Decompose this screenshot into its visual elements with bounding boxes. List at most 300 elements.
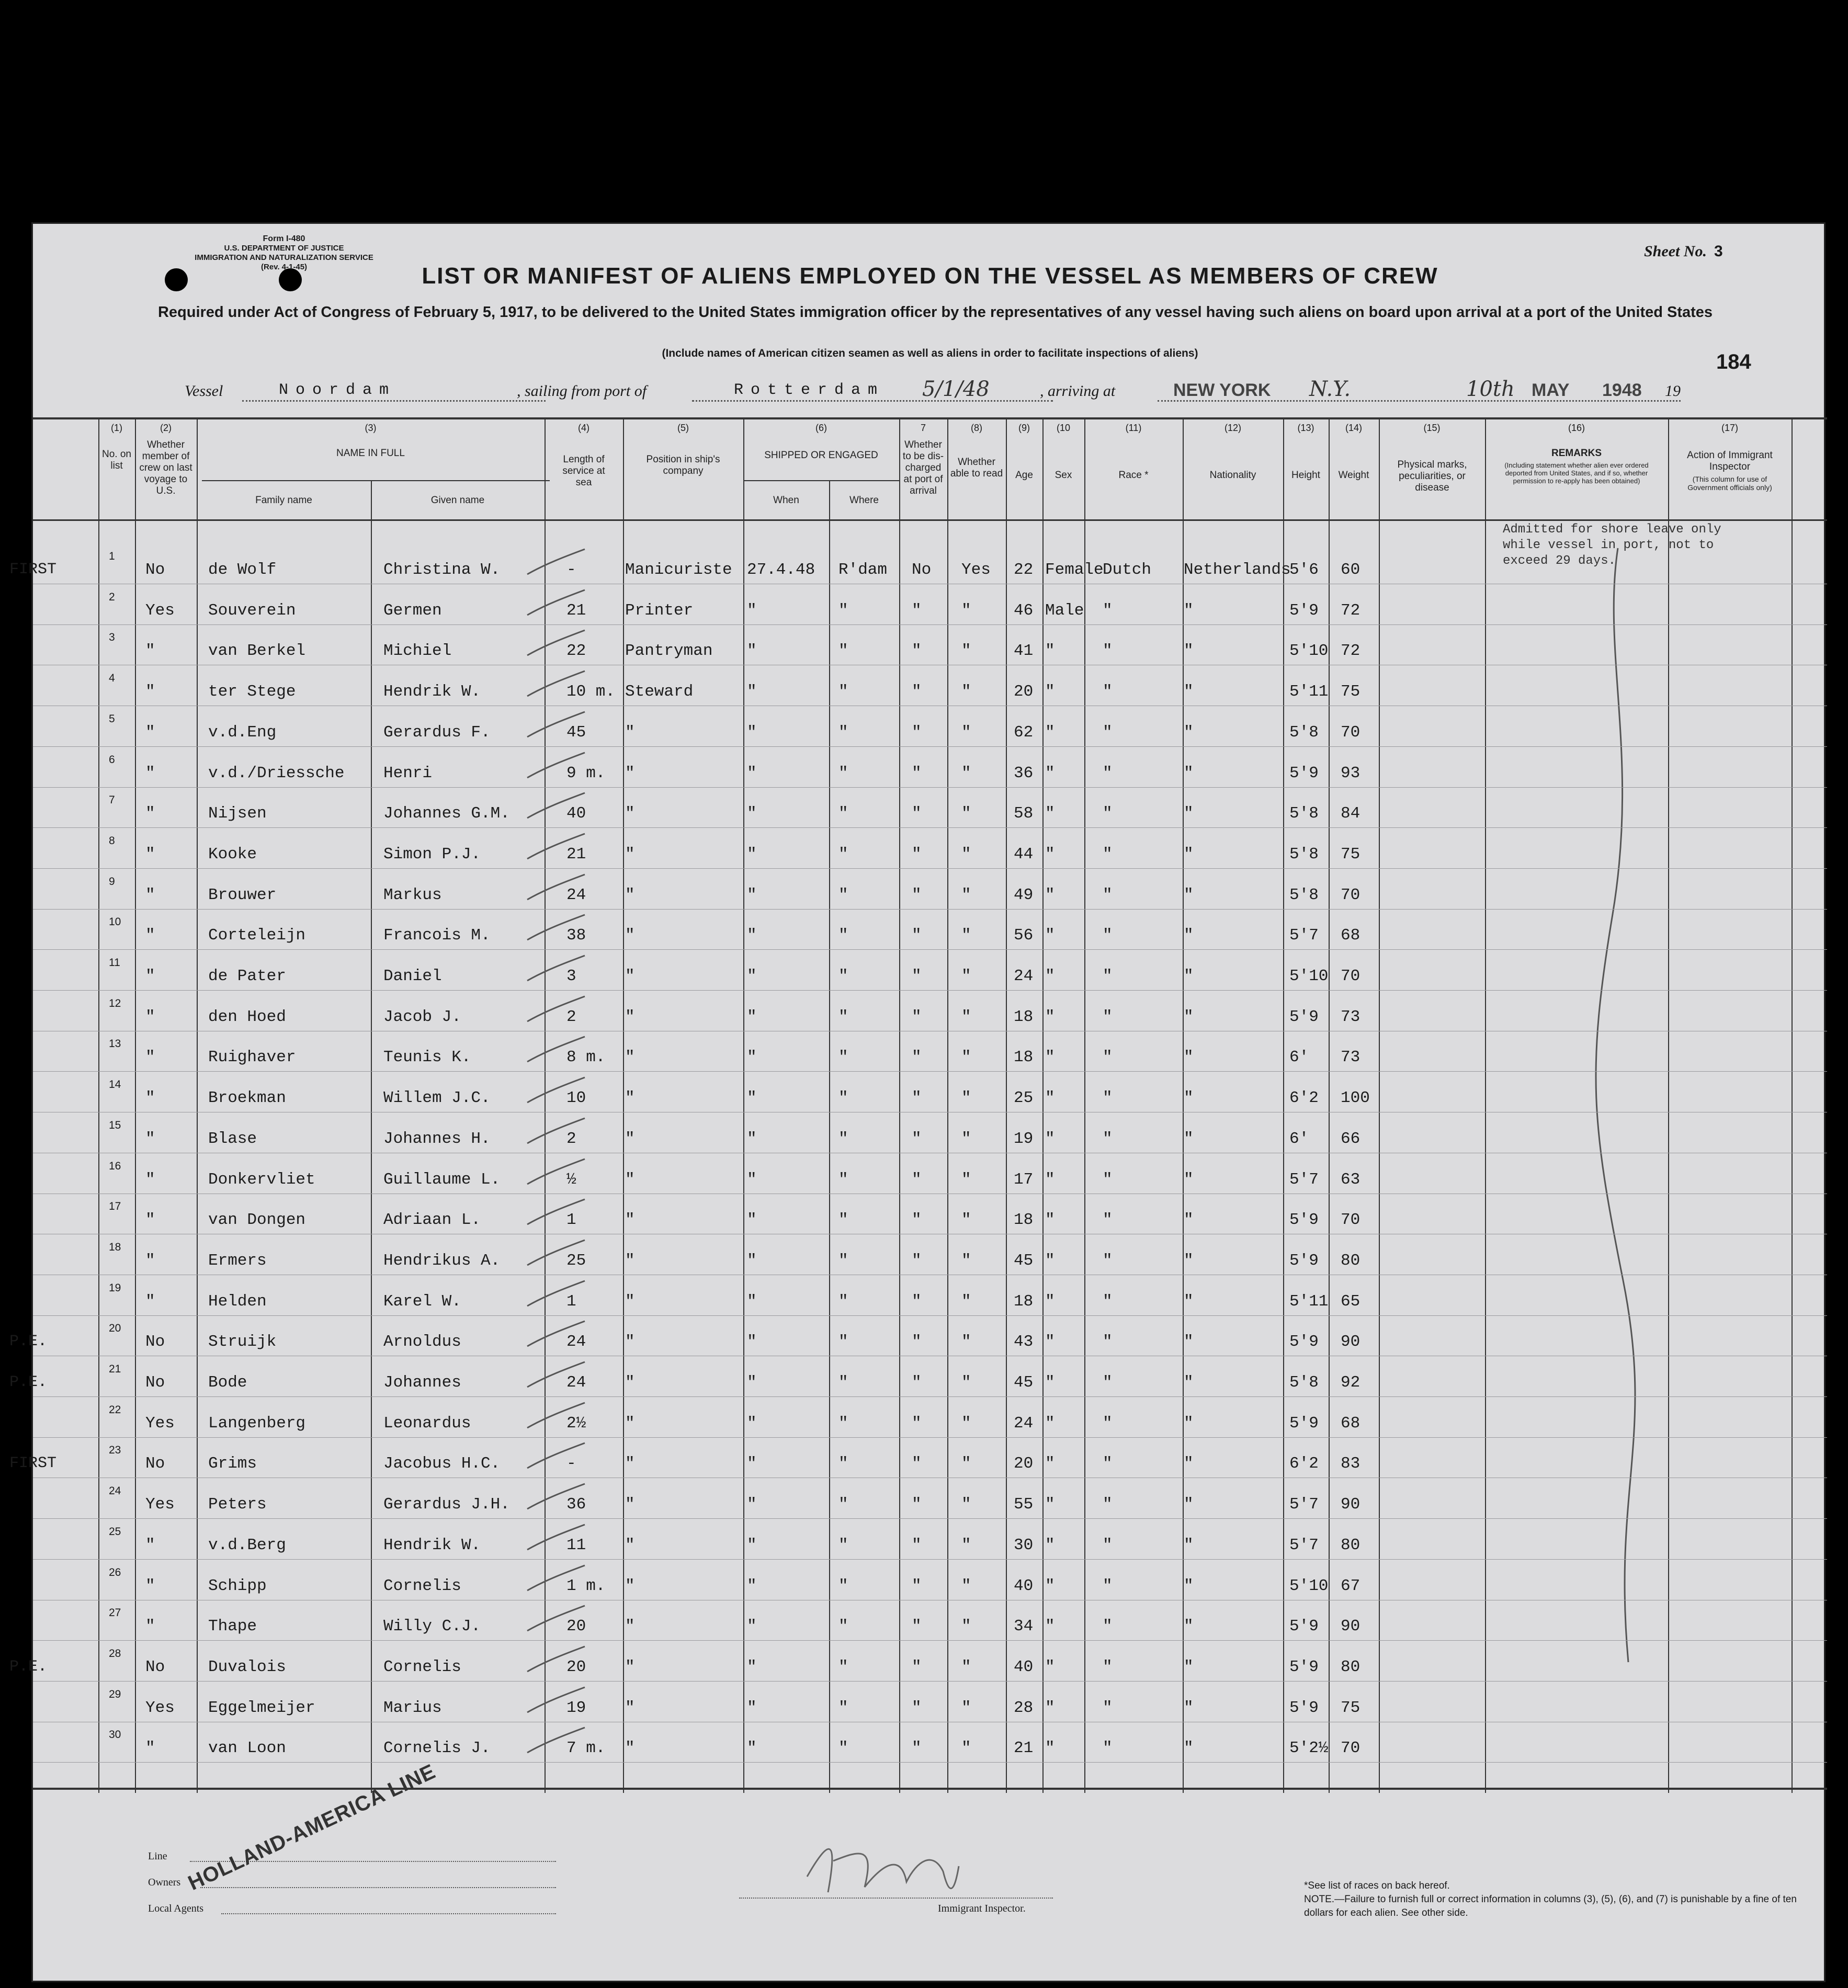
discharged-cell: " (912, 1576, 922, 1595)
col8-num: (8) (971, 423, 982, 433)
row-number: 28 (109, 1647, 121, 1660)
family-name-cell: v.d.Berg (208, 1536, 286, 1554)
sex-cell: " (1045, 642, 1055, 661)
weight-cell: 80 (1341, 1657, 1361, 1676)
handwritten-date: 5/1/48 (922, 377, 990, 401)
discharged-cell: " (912, 723, 922, 742)
height-cell: 5'9 (1289, 1007, 1319, 1026)
family-name-cell: v.d.Eng (208, 723, 277, 742)
note-label: NOTE. (1304, 1894, 1335, 1905)
weight-cell: 90 (1341, 1617, 1361, 1636)
height-cell: 6'2 (1289, 1089, 1319, 1108)
shipped-when-cell: " (747, 1373, 757, 1392)
weight-cell: 80 (1341, 1536, 1361, 1554)
service-cell: 38 (566, 926, 586, 945)
family-name-cell: Helden (208, 1292, 267, 1311)
nationality-cell: " (1184, 885, 1194, 904)
discharged-cell: " (912, 683, 922, 701)
prev-voyage-cell: " (145, 723, 155, 742)
row-number: 24 (109, 1485, 121, 1497)
race-cell: " (1103, 723, 1113, 742)
check-stroke (525, 1564, 587, 1596)
prev-voyage-cell: " (145, 845, 155, 864)
check-stroke (525, 1524, 587, 1555)
prev-voyage-cell: No (145, 561, 165, 579)
shipped-where-cell: " (838, 601, 848, 620)
nationality-cell: " (1184, 1007, 1194, 1026)
prev-voyage-cell: " (145, 1048, 155, 1067)
year-prefix: 19 (1665, 382, 1681, 400)
col-given-header: Given name (430, 495, 485, 506)
age-cell: 24 (1014, 967, 1034, 985)
read-cell: " (961, 804, 971, 823)
read-cell: " (961, 1455, 971, 1473)
row-number: 17 (109, 1200, 121, 1213)
shipped-when-cell: " (747, 1048, 757, 1067)
margin-mark: P.E. (9, 1657, 48, 1676)
sex-cell: " (1045, 1089, 1055, 1108)
prev-voyage-cell: No (145, 1333, 165, 1351)
height-cell: 5'8 (1289, 804, 1319, 823)
sex-cell: " (1045, 804, 1055, 823)
prev-voyage-cell: Yes (145, 1414, 175, 1433)
family-name-cell: van Loon (208, 1739, 286, 1758)
race-cell: " (1103, 1373, 1113, 1392)
prev-voyage-cell: " (145, 885, 155, 904)
given-name-cell: Hendrikus A. (383, 1251, 501, 1270)
height-cell: 5'7 (1289, 1536, 1319, 1554)
col17-num: (17) (1721, 423, 1738, 433)
col12-num: (12) (1224, 423, 1241, 433)
age-cell: 40 (1014, 1576, 1034, 1595)
race-cell: " (1103, 804, 1113, 823)
service-cell: 21 (566, 845, 586, 864)
nationality-cell: " (1184, 1495, 1194, 1514)
discharged-cell: " (912, 1048, 922, 1067)
given-name-cell: Johannes G.M. (383, 804, 510, 823)
weight-cell: 70 (1341, 885, 1361, 904)
given-name-cell: Hendrik W. (383, 1536, 481, 1554)
check-stroke (525, 873, 587, 905)
weight-cell: 70 (1341, 1211, 1361, 1230)
given-name-cell: Cornelis (383, 1576, 461, 1595)
service-cell: 25 (566, 1251, 586, 1270)
sex-cell: Female (1045, 561, 1104, 579)
required-statement: Required under Act of Congress of February 5, 1917, to be delivered to the United States immigration officer by the representatives of any vessel having such aliens on board upon arrival at a port of the United States (157, 304, 1713, 321)
race-cell: " (1103, 1129, 1113, 1148)
row-number: 18 (109, 1241, 121, 1253)
prev-voyage-cell: " (145, 1170, 155, 1189)
prev-voyage-cell: " (145, 1129, 155, 1148)
weight-cell: 70 (1341, 1739, 1361, 1758)
service-cell: 1 (566, 1211, 576, 1230)
discharged-cell: " (912, 1739, 922, 1758)
age-cell: 34 (1014, 1617, 1034, 1636)
row-number: 16 (109, 1160, 121, 1172)
check-stroke (525, 1158, 587, 1189)
given-name-cell: Jacob J. (383, 1007, 461, 1026)
nationality-cell: " (1184, 601, 1194, 620)
height-cell: 5'2½ (1289, 1739, 1329, 1758)
given-name-cell: Michiel (383, 642, 452, 661)
age-cell: 62 (1014, 723, 1034, 742)
position-cell: " (625, 1576, 635, 1595)
race-cell: " (1103, 967, 1113, 985)
nationality-cell: " (1184, 1089, 1194, 1108)
race-cell: " (1103, 1007, 1113, 1026)
race-cell: " (1103, 885, 1113, 904)
shipped-when-cell: " (747, 1455, 757, 1473)
prev-voyage-cell: " (145, 1739, 155, 1758)
position-cell: " (625, 1292, 635, 1311)
row-number: 7 (109, 794, 115, 806)
shipped-when-cell: " (747, 1495, 757, 1514)
prev-voyage-cell: " (145, 764, 155, 782)
service-cell: 20 (566, 1657, 586, 1676)
shipped-when-cell: " (747, 885, 757, 904)
line-label: Line (148, 1850, 167, 1862)
col-age-header: Age (1015, 470, 1033, 481)
service-cell: 19 (566, 1698, 586, 1717)
shipped-when-cell: 27.4.48 (747, 561, 815, 579)
nationality-cell: " (1184, 967, 1194, 985)
prev-voyage-cell: " (145, 967, 155, 985)
weight-cell: 68 (1341, 1414, 1361, 1433)
race-cell: " (1103, 1657, 1113, 1676)
prev-voyage-cell: " (145, 1536, 155, 1554)
sex-cell: " (1045, 1333, 1055, 1351)
shipped-where-cell: " (838, 1251, 848, 1270)
age-cell: 17 (1014, 1170, 1034, 1189)
form-rev: (Rev. 4-1-45) (260, 263, 308, 271)
read-cell: " (961, 723, 971, 742)
check-stroke (525, 995, 587, 1027)
read-cell: " (961, 1007, 971, 1026)
shipped-when-cell: " (747, 967, 757, 985)
race-cell: " (1103, 1536, 1113, 1554)
footer-notes (1304, 1879, 1806, 1920)
nationality-cell: " (1184, 1698, 1194, 1717)
sex-cell: " (1045, 926, 1055, 945)
family-name-cell: van Berkel (208, 642, 306, 661)
shipped-where-cell: " (838, 1495, 848, 1514)
given-name-cell: Guillaume L. (383, 1170, 501, 1189)
shipped-when-cell: " (747, 1129, 757, 1148)
nationality-cell: " (1184, 1739, 1194, 1758)
sheet-number (1644, 243, 1723, 260)
prev-voyage-cell: " (145, 1617, 155, 1636)
given-name-cell: Willem J.C. (383, 1089, 491, 1108)
given-name-cell: Cornelis J. (383, 1739, 491, 1758)
age-cell: 40 (1014, 1657, 1034, 1676)
shipped-when-cell: " (747, 1414, 757, 1433)
service-cell: 24 (566, 1333, 586, 1351)
discharged-cell: " (912, 804, 922, 823)
col-height-header: Height (1291, 470, 1320, 481)
sex-cell: " (1045, 1170, 1055, 1189)
crew-table (9, 417, 1827, 1793)
service-cell: 40 (566, 804, 586, 823)
sex-cell: " (1045, 1739, 1055, 1758)
vessel-name: Noordam (279, 381, 396, 399)
discharged-cell: " (912, 601, 922, 620)
discharged-cell: " (912, 1211, 922, 1230)
discharged-cell: " (912, 1536, 922, 1554)
age-cell: 18 (1014, 1048, 1034, 1067)
read-cell: " (961, 764, 971, 782)
col-nationality-header: Nationality (1209, 470, 1256, 481)
weight-cell: 73 (1341, 1007, 1361, 1026)
col-no-header: No. on list (102, 449, 131, 471)
given-name-cell: Teunis K. (383, 1048, 471, 1067)
read-cell: " (961, 926, 971, 945)
nationality-cell: " (1184, 683, 1194, 701)
position-cell: " (625, 764, 635, 782)
shipped-where-cell: " (838, 642, 848, 661)
nationality-cell: " (1184, 1170, 1194, 1189)
shipped-where-cell: " (838, 926, 848, 945)
shipped-where-cell: " (838, 723, 848, 742)
discharged-cell: " (912, 1292, 922, 1311)
service-cell: ½ (566, 1170, 576, 1189)
row-number: 15 (109, 1119, 121, 1131)
row-number: 23 (109, 1444, 121, 1457)
height-cell: 5'8 (1289, 845, 1319, 864)
height-cell: 5'11 (1289, 683, 1329, 701)
position-cell: " (625, 926, 635, 945)
race-cell: " (1103, 1170, 1113, 1189)
nationality-cell: " (1184, 1048, 1194, 1067)
prev-voyage-cell: " (145, 683, 155, 701)
col-where-header: Where (849, 495, 879, 506)
read-cell: " (961, 1211, 971, 1230)
given-name-cell: Francois M. (383, 926, 491, 945)
race-cell: " (1103, 1576, 1113, 1595)
prev-voyage-cell: " (145, 1251, 155, 1270)
family-name-cell: den Hoed (208, 1007, 286, 1026)
check-stroke (525, 1198, 587, 1230)
height-cell: 5'9 (1289, 764, 1319, 782)
family-name-cell: Langenberg (208, 1414, 306, 1433)
shipped-when-cell: " (747, 1698, 757, 1717)
race-cell: " (1103, 642, 1113, 661)
weight-cell: 90 (1341, 1495, 1361, 1514)
service-cell: 21 (566, 601, 586, 620)
check-stroke (525, 1442, 587, 1473)
given-name-cell: Willy C.J. (383, 1617, 481, 1636)
col-marks-header: Physical marks, peculiarities, or disease (1397, 459, 1467, 493)
race-cell: " (1103, 1333, 1113, 1351)
age-cell: 58 (1014, 804, 1034, 823)
given-name-cell: Karel W. (383, 1292, 461, 1311)
row-number: 25 (109, 1525, 121, 1538)
height-cell: 5'9 (1289, 1617, 1319, 1636)
race-cell: " (1103, 845, 1113, 864)
race-cell: " (1103, 1455, 1113, 1473)
weight-cell: 80 (1341, 1251, 1361, 1270)
shipped-when-cell: " (747, 1211, 757, 1230)
row-number: 13 (109, 1038, 121, 1050)
age-cell: 45 (1014, 1251, 1034, 1270)
weight-cell: 63 (1341, 1170, 1361, 1189)
shipped-when-cell: " (747, 1007, 757, 1026)
vessel-line (33, 378, 1827, 410)
family-name-cell: ter Stege (208, 683, 296, 701)
discharged-cell: " (912, 1089, 922, 1108)
holland-america-stamp: HOLLAND-AMERICA LINE (185, 1759, 439, 1895)
shipped-when-cell: " (747, 1576, 757, 1595)
family-name-cell: de Pater (208, 967, 286, 985)
weight-cell: 83 (1341, 1455, 1361, 1473)
col9-num: (9) (1018, 423, 1030, 433)
col-name-header: NAME IN FULL (336, 448, 405, 459)
nationality-cell: Netherlands (1184, 561, 1291, 579)
discharged-cell: " (912, 1170, 922, 1189)
family-name-cell: Broekman (208, 1089, 286, 1108)
col15-num: (15) (1423, 423, 1441, 433)
discharged-cell: " (912, 926, 922, 945)
race-cell: " (1103, 926, 1113, 945)
col-race-header: Race * (1118, 470, 1149, 481)
nationality-cell: " (1184, 1455, 1194, 1473)
row-number: 30 (109, 1729, 121, 1741)
age-cell: 30 (1014, 1536, 1034, 1554)
shipped-where-cell: " (838, 967, 848, 985)
weight-cell: 67 (1341, 1576, 1361, 1595)
position-cell: " (625, 1657, 635, 1676)
height-cell: 5'10 (1289, 642, 1329, 661)
prev-voyage-cell: " (145, 1211, 155, 1230)
shipped-where-cell: " (838, 845, 848, 864)
given-name-cell: Christina W. (383, 561, 501, 579)
position-cell: " (625, 1211, 635, 1230)
family-name-cell: Kooke (208, 845, 257, 864)
position-cell: " (625, 845, 635, 864)
discharged-cell: " (912, 642, 922, 661)
check-stroke (525, 1402, 587, 1433)
read-cell: " (961, 1129, 971, 1148)
given-name-cell: Daniel (383, 967, 442, 985)
family-name-cell: Ermers (208, 1251, 267, 1270)
position-cell: " (625, 885, 635, 904)
col-service-header: Length of service at sea (562, 454, 605, 488)
given-name-cell: Jacobus H.C. (383, 1455, 501, 1473)
col-sex-header: Sex (1055, 470, 1072, 481)
shipped-where-cell: " (838, 1657, 848, 1676)
read-cell: " (961, 683, 971, 701)
check-stroke (525, 1280, 587, 1311)
race-cell: Dutch (1103, 561, 1152, 579)
prev-voyage-cell: " (145, 1007, 155, 1026)
age-cell: 18 (1014, 1211, 1034, 1230)
nationality-cell: " (1184, 1373, 1194, 1392)
height-cell: 5'8 (1289, 723, 1319, 742)
given-name-cell: Hendrik W. (383, 683, 481, 701)
age-cell: 21 (1014, 1739, 1034, 1758)
discharged-cell: No (912, 561, 932, 579)
height-cell: 5'7 (1289, 1495, 1319, 1514)
check-stroke (525, 792, 587, 823)
nationality-cell: " (1184, 1657, 1194, 1676)
check-stroke (525, 914, 587, 945)
read-cell: " (961, 1617, 971, 1636)
given-name-cell: Leonardus (383, 1414, 471, 1433)
manifest-sheet (9, 222, 1826, 1982)
nationality-cell: " (1184, 642, 1194, 661)
read-cell: " (961, 1048, 971, 1067)
position-cell: " (625, 1739, 635, 1758)
sheet-label: Sheet No. (1644, 243, 1707, 260)
prev-voyage-cell: " (145, 642, 155, 661)
age-cell: 28 (1014, 1698, 1034, 1717)
shipped-when-cell: " (747, 764, 757, 782)
weight-cell: 65 (1341, 1292, 1361, 1311)
race-cell: " (1103, 683, 1113, 701)
discharged-cell: " (912, 1373, 922, 1392)
col1-num: (1) (111, 423, 122, 433)
family-name-cell: Corteleijn (208, 926, 306, 945)
height-cell: 5'9 (1289, 1333, 1319, 1351)
row-number: 2 (109, 590, 115, 603)
race-cell: " (1103, 1495, 1113, 1514)
check-stroke (525, 1645, 587, 1677)
age-cell: 18 (1014, 1292, 1034, 1311)
nationality-cell: " (1184, 1576, 1194, 1595)
col4-num: (4) (578, 423, 589, 433)
row-number: 29 (109, 1688, 121, 1700)
height-cell: 5'8 (1289, 1373, 1319, 1392)
shipped-when-cell: " (747, 1739, 757, 1758)
races-note: *See list of races on back hereof. (1304, 1880, 1450, 1891)
weight-cell: 100 (1341, 1089, 1370, 1108)
nationality-cell: " (1184, 926, 1194, 945)
read-cell: " (961, 1333, 971, 1351)
service-cell: 36 (566, 1495, 586, 1514)
family-name-cell: Bode (208, 1373, 247, 1392)
given-name-cell: Gerardus F. (383, 723, 491, 742)
arrival-month: MAY (1532, 380, 1570, 400)
row-number: 6 (109, 753, 115, 766)
sex-cell: " (1045, 1129, 1055, 1148)
shipped-where-cell: " (838, 1698, 848, 1717)
discharged-cell: " (912, 1414, 922, 1433)
position-cell: " (625, 1373, 635, 1392)
given-name-cell: Arnoldus (383, 1333, 461, 1351)
age-cell: 20 (1014, 1455, 1034, 1473)
nationality-cell: " (1184, 1536, 1194, 1554)
sex-cell: " (1045, 1495, 1055, 1514)
race-cell: " (1103, 1739, 1113, 1758)
check-stroke (525, 1605, 587, 1636)
read-cell: " (961, 1495, 971, 1514)
discharged-cell: " (912, 967, 922, 985)
height-cell: 6' (1289, 1129, 1309, 1148)
service-cell: 1 m. (566, 1576, 606, 1595)
shipped-where-cell: " (838, 1617, 848, 1636)
form-service: IMMIGRATION AND NATURALIZATION SERVICE (195, 253, 373, 262)
read-cell: " (961, 1414, 971, 1433)
prev-voyage-cell: No (145, 1455, 165, 1473)
read-cell: " (961, 1739, 971, 1758)
col-when-header: When (773, 495, 799, 506)
discharged-cell: " (912, 764, 922, 782)
shipped-when-cell: " (747, 845, 757, 864)
margin-mark: P.E. (9, 1333, 48, 1351)
given-name-cell: Markus (383, 885, 442, 904)
race-cell: " (1103, 1414, 1113, 1433)
nationality-cell: " (1184, 1211, 1194, 1230)
position-cell: Printer (625, 601, 694, 620)
